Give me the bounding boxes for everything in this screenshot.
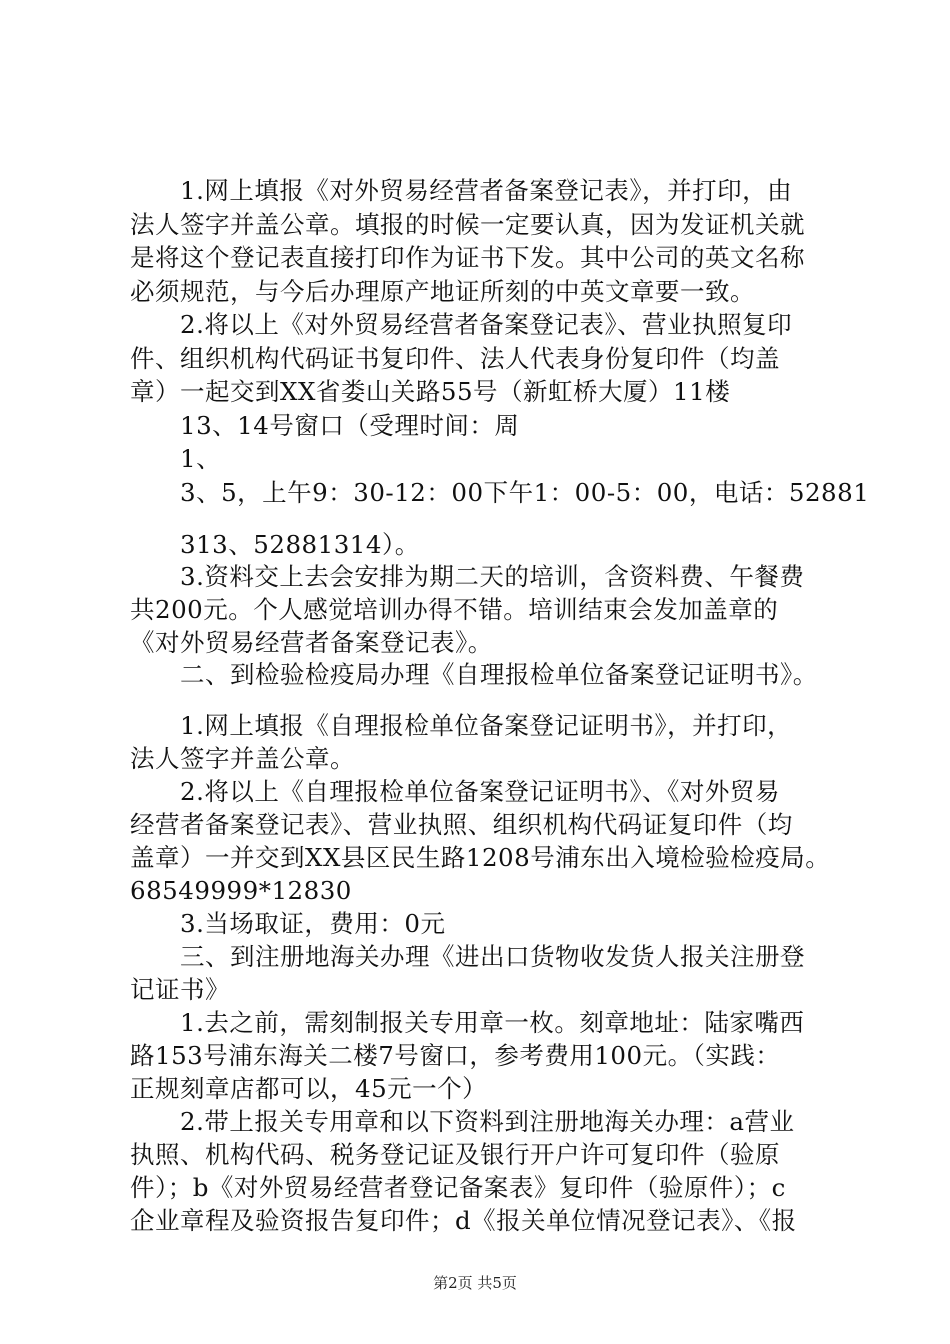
- text-line: 法人签字并盖公章。填报的时候一定要认真，因为发证机关就: [130, 210, 805, 239]
- text-line: 68549999*12830: [130, 876, 352, 905]
- text-line: 1.网上填报《对外贸易经营者备案登记表》，并打印，由: [130, 176, 793, 205]
- text-line: 2.带上报关专用章和以下资料到注册地海关办理：a营业: [130, 1107, 795, 1136]
- text-line: 共200元。个人感觉培训办得不错。培训结束会发加盖章的: [130, 595, 779, 624]
- text-line: 2.将以上《对外贸易经营者备案登记表》、营业执照复印: [130, 310, 793, 339]
- section-heading: 记证书》: [130, 975, 230, 1004]
- text-line: 1.去之前，需刻制报关专用章一枚。刻章地址：陆家嘴西: [130, 1008, 805, 1037]
- text-line: 件）；b《对外贸易经营者登记备案表》复印件（验原件）；c: [130, 1173, 786, 1202]
- text-line: 《对外贸易经营者备案登记表》。: [130, 628, 493, 657]
- text-line: 法人签字并盖公章。: [130, 744, 355, 773]
- text-line: 313、52881314）。: [130, 530, 420, 559]
- text-line: 经营者备案登记表》、营业执照、组织机构代码证复印件（均: [130, 810, 793, 839]
- text-line: 件、组织机构代码证书复印件、法人代表身份复印件（均盖: [130, 344, 780, 373]
- text-line: 企业章程及验资报告复印件；d《报关单位情况登记表》、《报: [130, 1206, 797, 1235]
- text-line: 13、14号窗口（受理时间：周: [130, 411, 520, 440]
- text-line: 章）一起交到XX省娄山关路55号（新虹桥大厦）11楼: [130, 377, 731, 406]
- text-line: 1.网上填报《自理报检单位备案登记证明书》，并打印，: [130, 711, 793, 740]
- text-line: 2.将以上《自理报检单位备案登记证明书》、《对外贸易: [130, 777, 780, 806]
- text-line: 正规刻章店都可以，45元一个）: [130, 1074, 488, 1103]
- text-line: 执照、机构代码、税务登记证及银行开户许可复印件（验原: [130, 1140, 780, 1169]
- text-line: 必须规范，与今后办理原产地证所刻的中英文章要一致。: [130, 277, 755, 306]
- section-heading: 三、到注册地海关办理《进出口货物收发货人报关注册登: [130, 942, 805, 971]
- text-line: 3.当场取证，费用：0元: [130, 909, 446, 938]
- text-line: 1、: [130, 444, 222, 473]
- text-line: 是将这个登记表直接打印作为证书下发。其中公司的英文名称: [130, 243, 805, 272]
- text-line: 3.资料交上去会安排为期二天的培训，含资料费、午餐费: [130, 562, 805, 591]
- text-line: 盖章）一并交到XX县区民生路1208号浦东出入境检验检疫局。: [130, 843, 831, 872]
- text-line: 3、5，上午9：30-12：00下午1：00-5：00，电话：52881: [130, 478, 870, 507]
- page-footer: 第2页 共5页: [433, 1274, 517, 1292]
- section-heading: 二、到检验检疫局办理《自理报检单位备案登记证明书》。: [130, 660, 818, 689]
- text-line: 路153号浦东海关二楼7号窗口，参考费用100元。（实践：: [130, 1041, 781, 1070]
